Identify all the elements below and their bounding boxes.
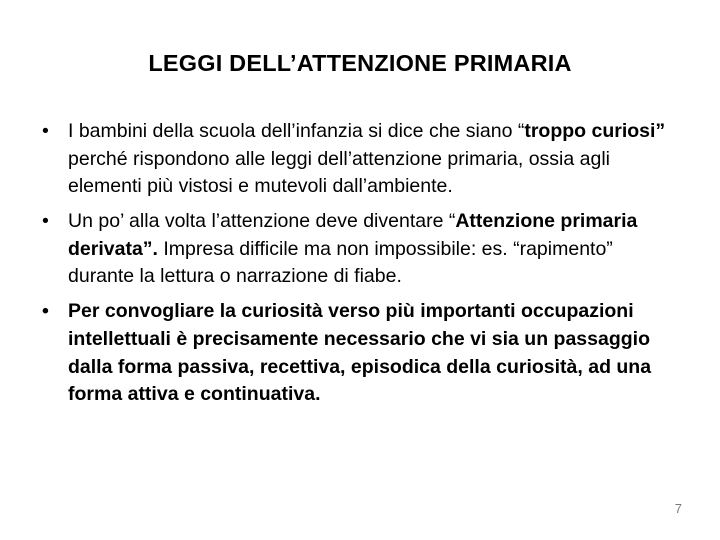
list-item-text xyxy=(68,300,651,405)
page-number: 7 xyxy=(674,501,682,516)
list-item-text xyxy=(68,210,637,287)
text-run-emphasis: Per convogliare la curiosità verso più importanti occupazioni intellettuali è precisamente necessario che vi sia un passaggio dalla forma passiva, recettiva, episodica della curiosità, ad una forma attiva e continuativa. xyxy=(68,300,652,406)
list-item xyxy=(36,298,684,409)
page-title: LEGGI DELL’ATTENZIONE PRIMARIA xyxy=(148,50,572,76)
list-item xyxy=(36,208,684,291)
text-run: Impresa difficile ma non impossibile: es. “rapimento” durante la lettura o narrazione di fiabe. xyxy=(68,237,613,288)
bullet-dot-icon: • xyxy=(42,120,49,142)
list-item xyxy=(36,118,684,201)
text-run: Un po’ alla volta l’attenzione deve diventare “ xyxy=(68,210,456,233)
bullet-dot-icon: • xyxy=(42,210,49,233)
text-run: perché rispondono alle leggi dell’attenzione primaria, ossia agli elementi più vistosi e mutevoli dall’ambiente. xyxy=(68,147,610,198)
text-run-emphasis: Attenzione primaria derivata”. xyxy=(68,210,638,260)
text-run: I bambini della scuola dell’infanzia si dice che siano “ xyxy=(68,120,525,142)
bullet-list xyxy=(36,118,684,416)
list-item-text xyxy=(68,120,665,197)
bullet-dot-icon: • xyxy=(42,300,49,323)
text-run-emphasis: troppo curiosi” xyxy=(524,120,666,142)
